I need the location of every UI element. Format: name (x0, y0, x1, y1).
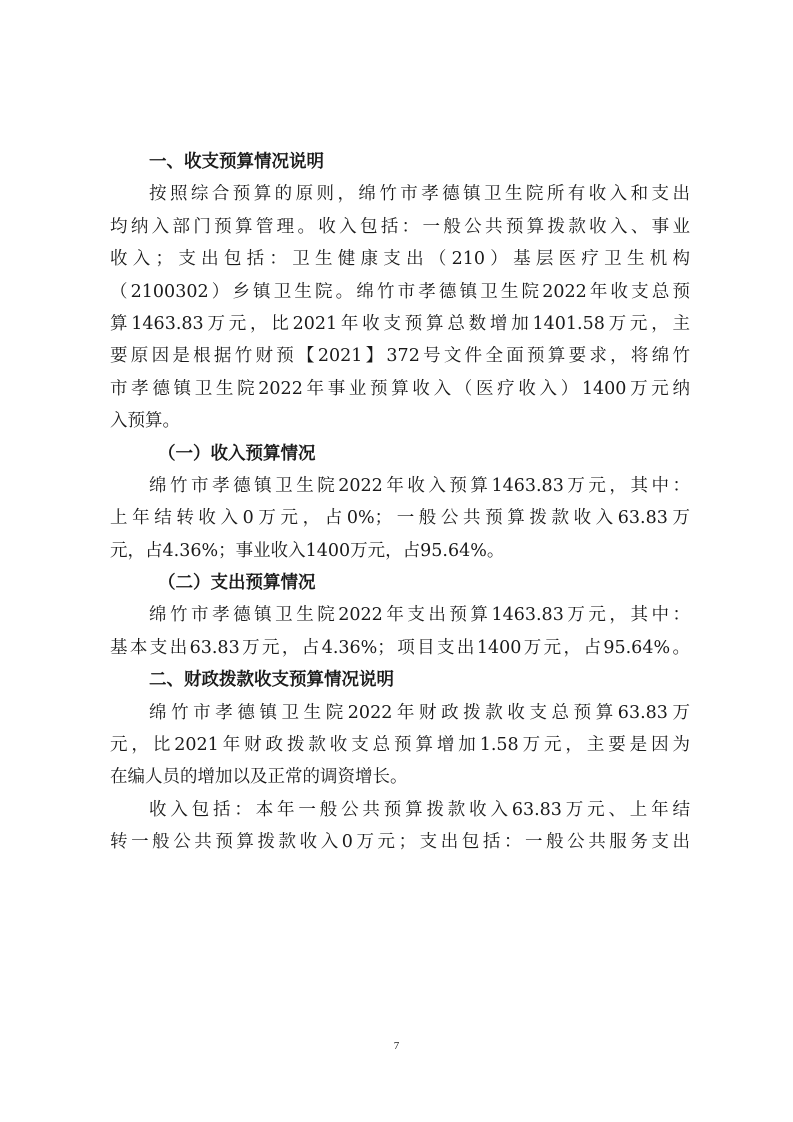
paragraph-line: 入预算。 (110, 411, 180, 432)
paragraph-line: （2100302）乡镇卫生院。绵竹市孝德镇卫生院2022年收支总预 (110, 281, 690, 302)
document-body (110, 146, 690, 859)
page-number: 7 (393, 1040, 400, 1052)
paragraph-line: 基本支出63.83万元，占4.36%；项目支出1400万元，占95.64%。 (110, 637, 690, 658)
paragraph-line: 上年结转收入0万元，占0%；一般公共预算拨款收入63.83万 (110, 508, 690, 529)
paragraph-line: 绵竹市孝德镇卫生院2022年支出预算1463.83万元，其中： (149, 605, 690, 626)
subsection-heading-expenditure: （二）支出预算情况 (158, 573, 316, 594)
subsection-heading-income: （一）收入预算情况 (158, 443, 316, 464)
paragraph-line: 均纳入部门预算管理。收入包括：一般公共预算拨款收入、事业 (110, 216, 690, 237)
paragraph-line: 在编人员的增加以及正常的调资增长。 (110, 767, 408, 788)
paragraph-line: 元，占4.36%；事业收入1400万元，占95.64%。 (110, 540, 505, 561)
paragraph-line: 要原因是根据竹财预【2021】372号文件全面预算要求，将绵竹 (110, 346, 690, 367)
paragraph-line: 绵竹市孝德镇卫生院2022年财政拨款收支总预算63.83万 (149, 702, 690, 723)
paragraph-line: 收入；支出包括：卫生健康支出（210）基层医疗卫生机构 (110, 249, 690, 270)
paragraph-line: 市孝德镇卫生院2022年事业预算收入（医疗收入）1400万元纳 (110, 378, 690, 399)
section-heading-1: 一、收支预算情况说明 (149, 152, 324, 172)
paragraph-line: 元，比2021年财政拨款收支总预算增加1.58万元，主要是因为 (110, 735, 690, 756)
paragraph-line: 转一般公共预算拨款收入0万元；支出包括：一般公共服务支出 (110, 832, 690, 853)
paragraph-line: 按照综合预算的原则，绵竹市孝德镇卫生院所有收入和支出 (149, 184, 690, 205)
paragraph-line: 算1463.83万元，比2021年收支预算总数增加1401.58万元，主 (110, 313, 690, 334)
paragraph-line: 绵竹市孝德镇卫生院2022年收入预算1463.83万元，其中： (149, 475, 690, 496)
paragraph-line: 收入包括：本年一般公共预算拨款收入63.83万元、上年结 (149, 799, 690, 820)
section-heading-2: 二、财政拨款收支预算情况说明 (149, 670, 394, 691)
